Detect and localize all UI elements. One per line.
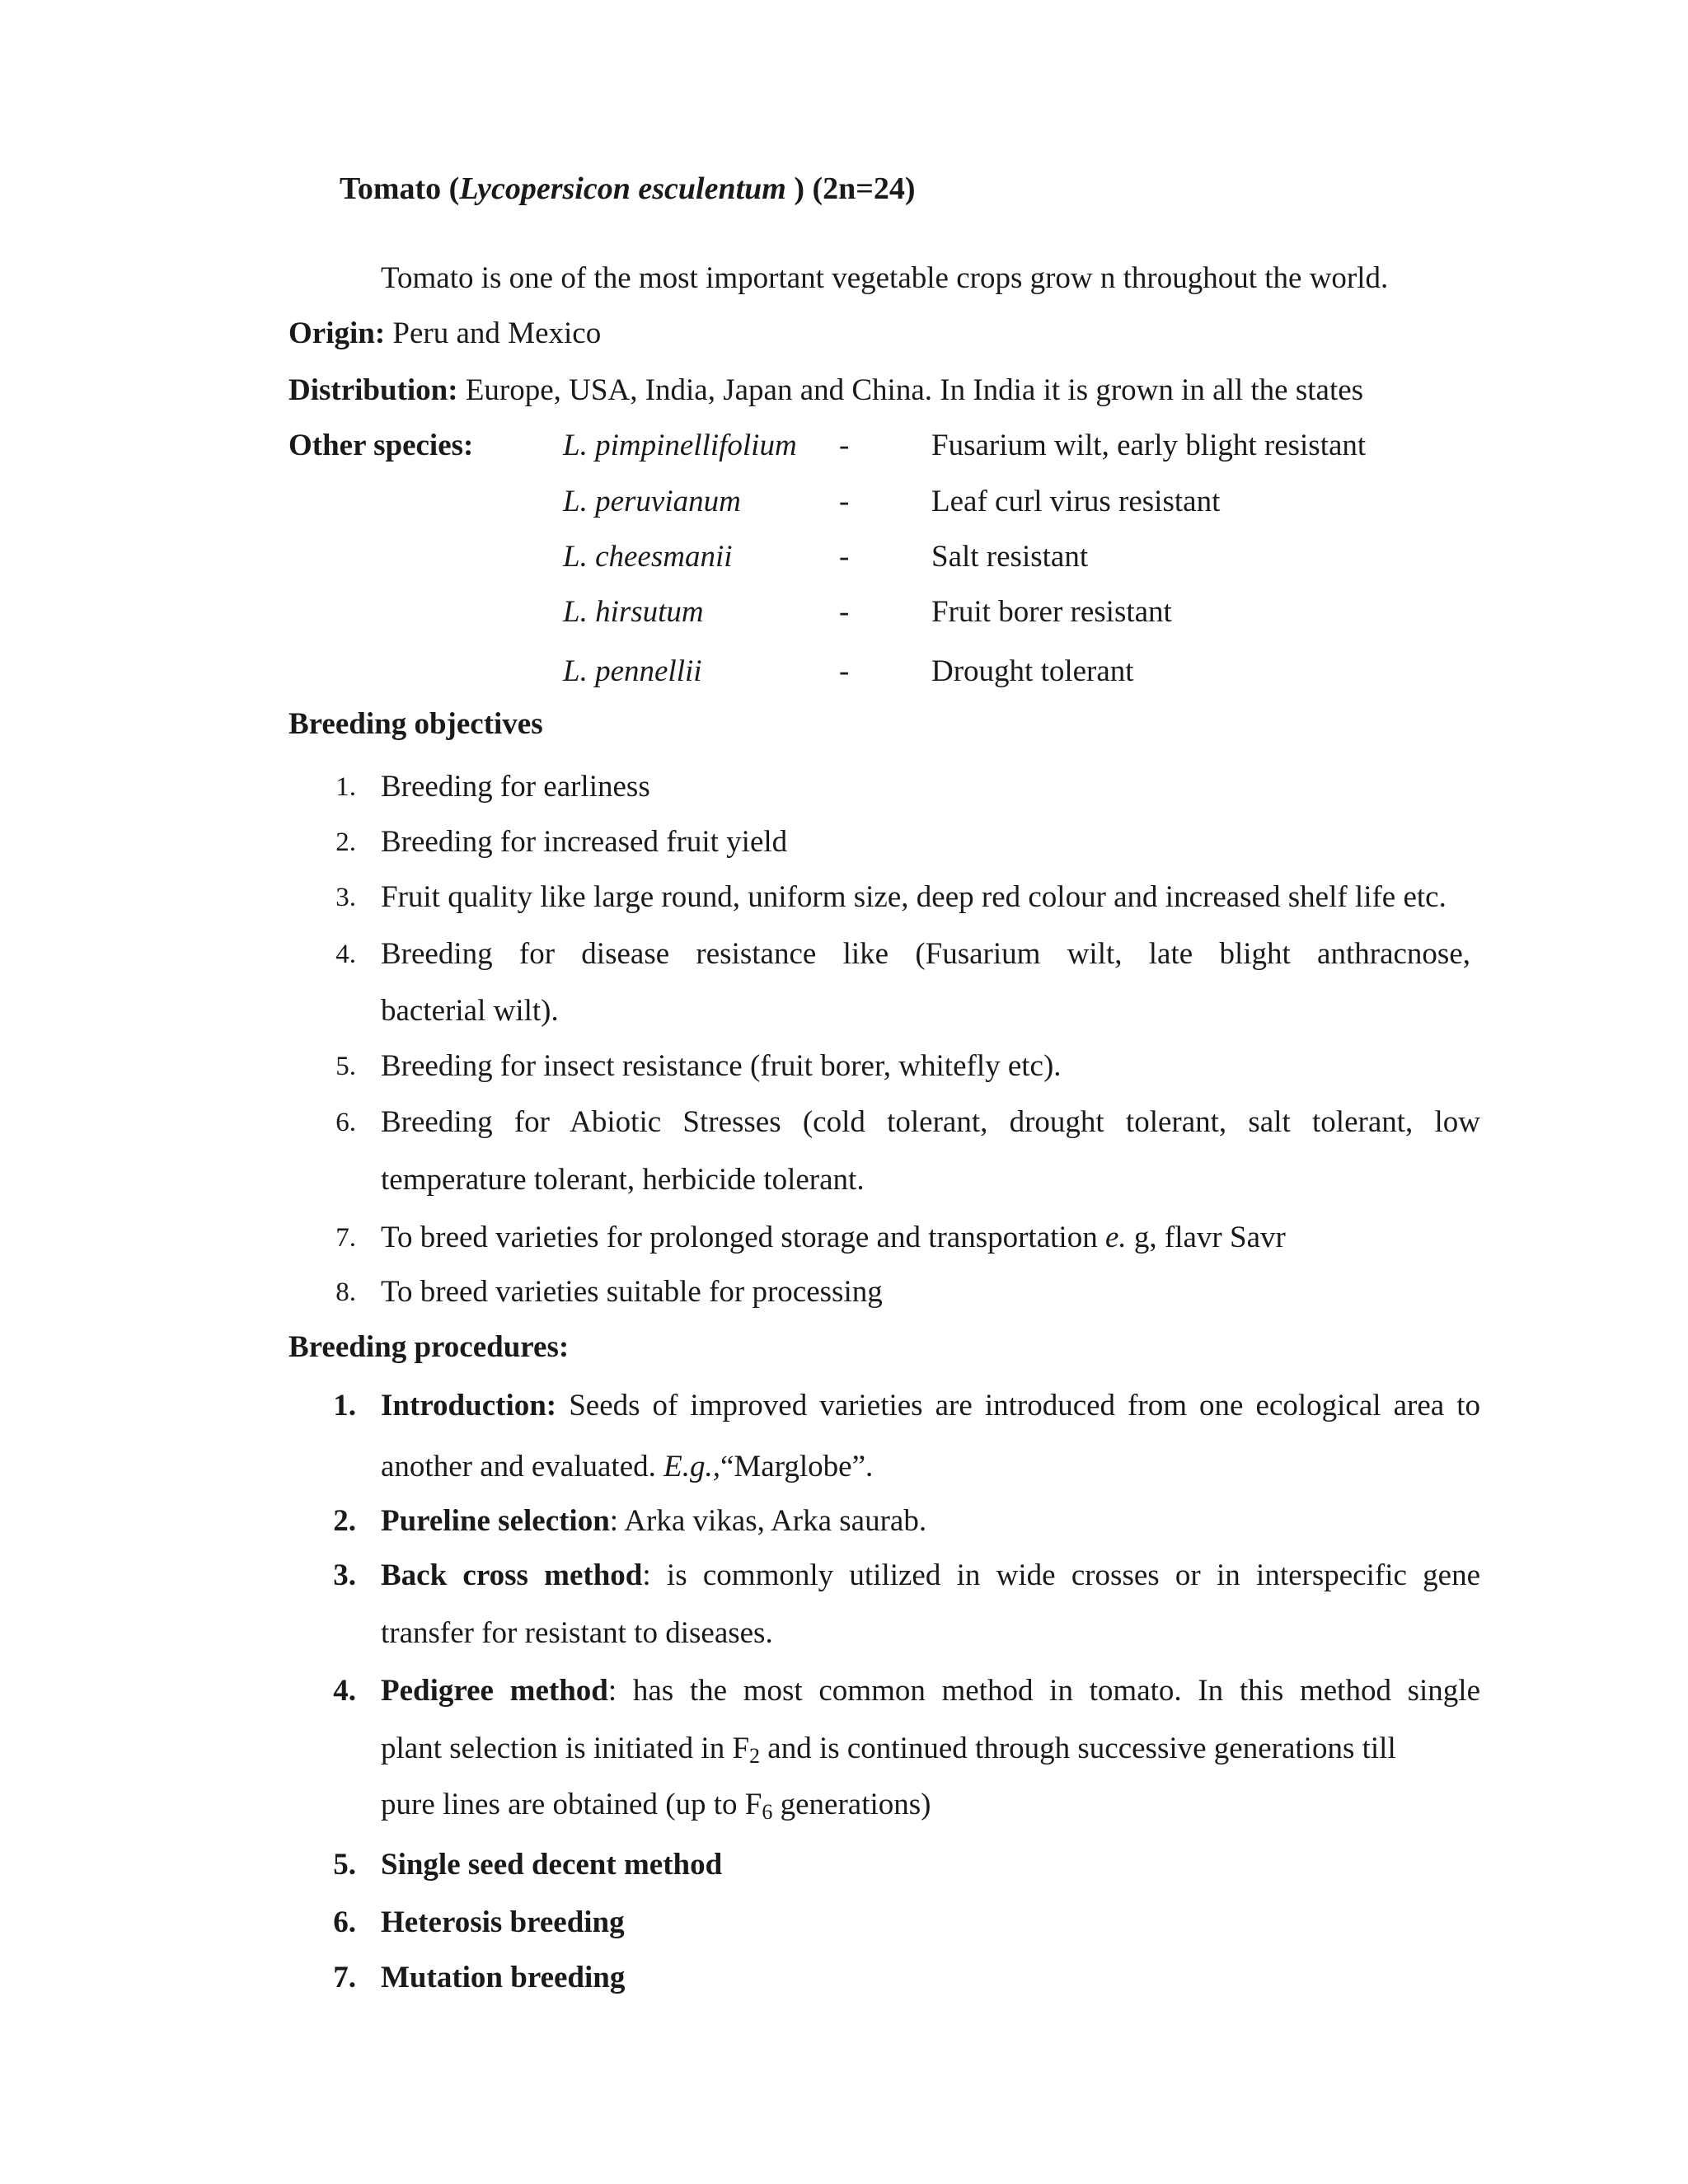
species-name: L. peruvianum	[563, 485, 741, 518]
list-item: Introduction: Seeds of improved varieties are introduced from one ecological area to	[381, 1389, 1481, 1422]
list-item: Pureline selection: Arka vikas, Arka saurab.	[381, 1504, 927, 1538]
list-item-continuation: transfer for resistant to diseases.	[381, 1616, 773, 1650]
list-item: Fruit quality like large round, uniform size, deep red colour and increased shelf life etc.	[381, 880, 1447, 914]
list-item-continuation: bacterial wilt).	[381, 994, 559, 1028]
distribution-line: Distribution: Europe, USA, India, Japan and China. In India it is grown in all the states	[288, 373, 1364, 407]
species-name: L. pimpinellifolium	[563, 429, 797, 462]
species-name: L. pennellii	[563, 654, 702, 688]
list-item-continuation: plant selection is initiated in $F_2$ and is continued through successive generations till	[381, 1732, 1396, 1768]
list-item: Single seed decent method	[381, 1848, 723, 1882]
list-item: Breeding for increased fruit yield	[381, 825, 788, 859]
list-item: Breeding for Abiotic Stresses (cold tolerant, drought tolerant, salt tolerant, low	[381, 1105, 1480, 1139]
list-number: 5.	[333, 1848, 356, 1882]
species-dash: -	[839, 485, 850, 518]
list-number: 4.	[333, 1674, 356, 1708]
list-number: 7.	[333, 1961, 356, 1994]
origin-line: Origin: Peru and Mexico	[288, 316, 602, 350]
procedures-heading: Breeding procedures:	[288, 1330, 570, 1364]
list-item-continuation: pure lines are obtained (up to $F_6$ generations)	[381, 1788, 931, 1824]
list-item-continuation: another and evaluated. E.g.,“Marglobe”.	[381, 1450, 874, 1483]
objectives-heading: Breeding objectives	[288, 707, 543, 741]
intro-text: Tomato is one of the most important vegetable crops grow n throughout the world.	[381, 261, 1389, 295]
list-item: Breeding for earliness	[381, 770, 650, 804]
species-dash: -	[839, 429, 850, 462]
list-number: 8.	[335, 1277, 356, 1307]
species-trait: Salt resistant	[931, 540, 1089, 574]
species-trait: Fusarium wilt, early blight resistant	[931, 429, 1367, 462]
list-number: 5.	[335, 1052, 356, 1081]
species-trait: Leaf curl virus resistant	[931, 485, 1221, 518]
list-number: 2.	[333, 1504, 356, 1538]
list-number: 1.	[335, 772, 356, 802]
list-item: Pedigree method: has the most common method in tomato. In this method single	[381, 1674, 1480, 1708]
species-name: L. hirsutum	[563, 595, 704, 629]
species-trait: Drought tolerant	[931, 654, 1134, 688]
species-trait: Fruit borer resistant	[931, 595, 1172, 629]
list-item-continuation: temperature tolerant, herbicide tolerant.	[381, 1163, 865, 1197]
list-item: Breeding for disease resistance like (Fusarium wilt, late blight anthracnose,	[381, 937, 1470, 971]
list-item: Back cross method: is commonly utilized in wide crosses or in interspecific gene	[381, 1558, 1481, 1592]
list-item: To breed varieties suitable for processing	[381, 1275, 883, 1309]
page-title: Tomato (Lycopersicon esculentum ) (2n=24)	[340, 171, 916, 206]
list-number: 2.	[335, 827, 356, 857]
species-name: L. cheesmanii	[563, 540, 733, 574]
list-number: 4.	[335, 940, 356, 969]
list-item: To breed varieties for prolonged storage and transportation e. g, flavr Savr	[381, 1221, 1286, 1254]
list-item: Mutation breeding	[381, 1961, 626, 1994]
list-number: 6.	[335, 1108, 356, 1137]
other-species-label: Other species:	[288, 429, 474, 462]
list-number: 7.	[335, 1223, 356, 1253]
species-dash: -	[839, 654, 850, 688]
species-dash: -	[839, 540, 850, 574]
list-number: 3.	[335, 883, 356, 912]
list-item: Heterosis breeding	[381, 1905, 625, 1939]
species-dash: -	[839, 595, 850, 629]
list-number: 3.	[333, 1558, 356, 1592]
list-item: Breeding for insect resistance (fruit borer, whitefly etc).	[381, 1049, 1062, 1083]
list-number: 1.	[333, 1389, 356, 1422]
list-number: 6.	[333, 1905, 356, 1939]
